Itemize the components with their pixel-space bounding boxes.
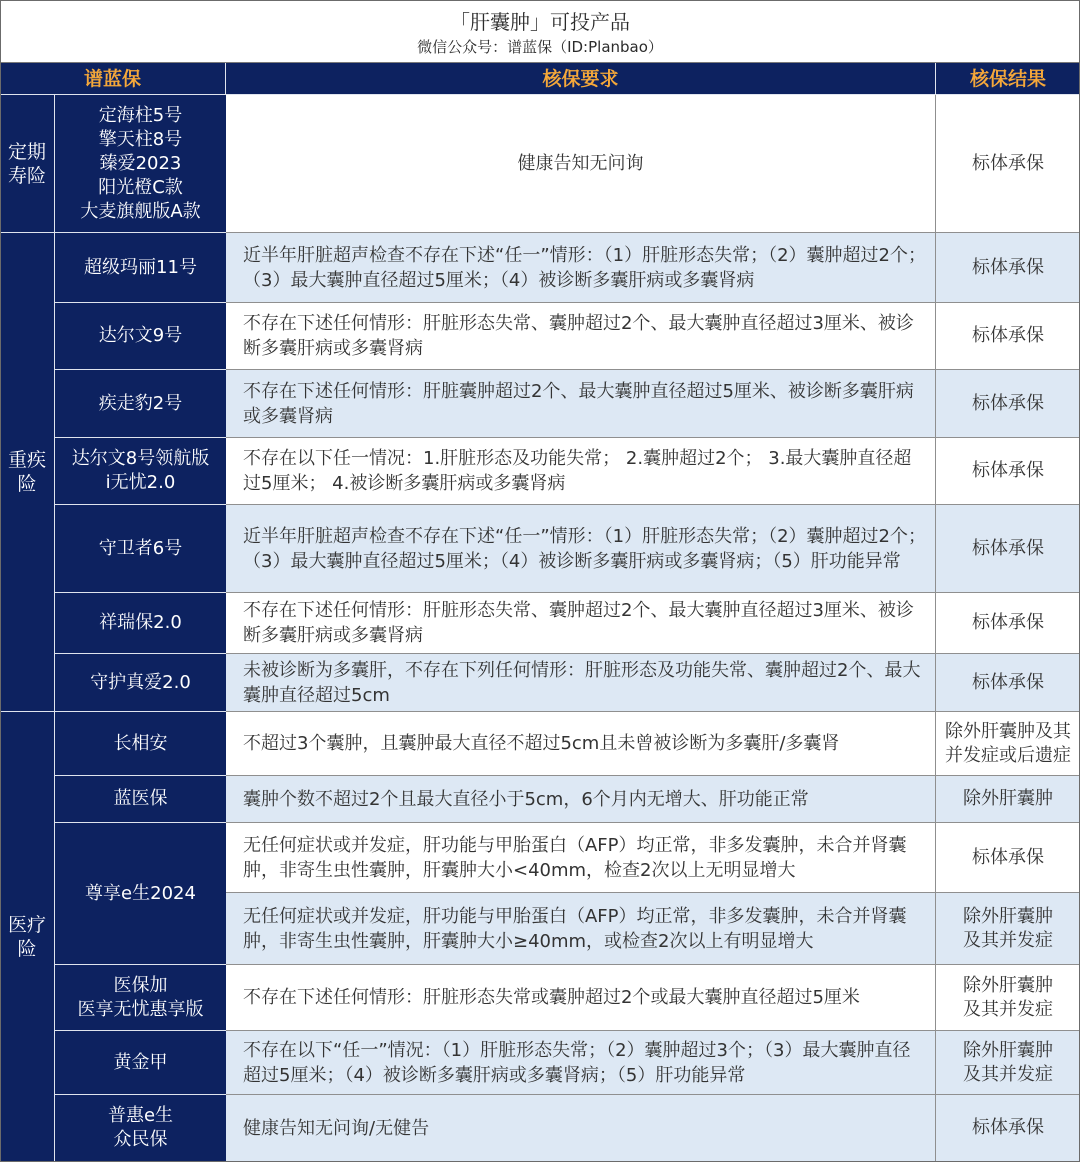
- product-cell: [55, 370, 226, 438]
- requirement-cell: [226, 95, 936, 233]
- product-cell: [55, 233, 226, 303]
- requirement-cell: [226, 776, 936, 823]
- product-name: 疾走豹2号: [98, 392, 183, 414]
- result-text: 标体承保: [972, 612, 1044, 633]
- requirement-cell: [226, 303, 936, 370]
- requirement-text: 不存在以下“任一”情况：（1）肝脏形态失常；（2）囊肿超过3个；（3）最大囊肿直径超过5厘米；（4）被诊断多囊肝病或多囊肾病；（5）肝功能异常: [243, 1039, 911, 1086]
- result-cell: [936, 95, 1080, 233]
- result-cell: [936, 823, 1080, 893]
- result-cell: [936, 965, 1080, 1031]
- requirement-cell: [226, 712, 936, 776]
- result-text: 标体承保: [972, 392, 1044, 414]
- requirement-text: 近半年肝脏超声检查不存在下述“任一”情形：（1）肝脏形态失常；（2）囊肿超过2个；（3）最大囊肿直径超过5厘米；（4）被诊断多囊肝病或多囊肾病；（5）肝功能异常: [243, 525, 927, 572]
- page-title: 「肝囊肿」可投产品: [450, 10, 630, 34]
- requirement-text: 健康告知无问询: [517, 153, 644, 174]
- product-cell: [55, 593, 226, 654]
- product-cell: [55, 1095, 226, 1162]
- product-name: 普惠e生 众民保: [107, 1105, 174, 1150]
- result-cell: [936, 438, 1080, 505]
- category-label: 重疾险: [7, 449, 46, 495]
- requirement-text: 不超过3个囊肿，且囊肿最大直径不超过5cm且未曾被诊断为多囊肝/多囊肾: [243, 733, 840, 754]
- header-requirement: 核保要求: [226, 63, 936, 95]
- category-critical-illness: [0, 233, 55, 712]
- result-cell: [936, 1031, 1080, 1095]
- result-cell: [936, 654, 1080, 712]
- result-text: 除外肝囊肿 及其并发症: [963, 974, 1053, 1020]
- result-cell: [936, 505, 1080, 593]
- product-name: 黄金甲: [113, 1051, 168, 1073]
- category-label: 定期寿险: [7, 140, 46, 187]
- requirement-text: 近半年肝脏超声检查不存在下述“任一”情形：（1）肝脏形态失常；（2）囊肿超过2个；（3）最大囊肿直径超过5厘米；（4）被诊断多囊肝病或多囊肾病: [243, 244, 927, 291]
- requirement-text: 囊肿个数不超过2个且最大直径小于5cm，6个月内无增大、肝功能正常: [243, 788, 809, 810]
- product-name: 达尔文9号: [98, 325, 183, 346]
- product-cell: [55, 95, 226, 233]
- product-cell: [55, 654, 226, 712]
- requirement-cell: [226, 1031, 936, 1095]
- result-cell: [936, 712, 1080, 776]
- result-cell: [936, 593, 1080, 654]
- title-box: [0, 0, 1080, 63]
- product-cell: [55, 823, 226, 965]
- requirement-cell: [226, 233, 936, 303]
- result-cell: [936, 303, 1080, 370]
- result-text: 标体承保: [972, 846, 1044, 868]
- result-cell: [936, 233, 1080, 303]
- requirement-cell: [226, 654, 936, 712]
- product-name: 达尔文8号领航版 i无忧2.0: [71, 448, 210, 493]
- requirement-text: 不存在下述任何情形：肝脏囊肿超过2个、最大囊肿直径超过5厘米、被诊断多囊肝病或多囊肾病: [243, 380, 914, 427]
- result-text: 标体承保: [972, 537, 1044, 559]
- requirement-text: 未被诊断为多囊肝，不存在下列任何情形：肝脏形态及功能失常、囊肿超过2个、最大囊肿直径超过5cm: [243, 659, 921, 706]
- result-text: 除外肝囊肿 及其并发症: [963, 905, 1053, 951]
- category-term-life: [0, 95, 55, 233]
- result-cell: [936, 776, 1080, 823]
- product-name: 守卫者6号: [98, 537, 183, 559]
- header-brand: 谱蓝保: [0, 63, 226, 95]
- requirement-cell: [226, 593, 936, 654]
- result-text: 除外肝囊肿及其 并发症或后遗症: [945, 720, 1071, 766]
- product-cell: [55, 712, 226, 776]
- result-text: 标体承保: [972, 325, 1044, 346]
- requirement-cell: [226, 438, 936, 505]
- requirement-cell: [226, 370, 936, 438]
- requirement-text: 无任何症状或并发症，肝功能与甲胎蛋白（AFP）均正常，非多发囊肿，未合并肾囊肿，非寄生虫性囊肿，肝囊肿大小<40mm，检查2次以上无明显增大: [243, 834, 907, 881]
- requirement-text: 不存在下述任何情形：肝脏形态失常、囊肿超过2个、最大囊肿直径超过3厘米、被诊断多囊肝病或多囊肾病: [243, 600, 914, 646]
- result-text: 除外肝囊肿 及其并发症: [963, 1039, 1053, 1085]
- product-name: 尊享e生2024: [85, 882, 196, 904]
- requirement-text: 无任何症状或并发症，肝功能与甲胎蛋白（AFP）均正常，非多发囊肿，未合并肾囊肿，非寄生虫性囊肿，肝囊肿大小≥40mm，或检查2次以上有明显增大: [243, 905, 907, 952]
- requirement-cell: [226, 505, 936, 593]
- product-name: 定海柱5号 擎天柱8号 臻爱2023 阳光橙C款 大麦旗舰版A款: [80, 104, 201, 222]
- result-cell: [936, 893, 1080, 965]
- category-medical: [0, 712, 55, 1162]
- requirement-cell: [226, 893, 936, 965]
- product-cell: [55, 1031, 226, 1095]
- product-name: 守护真爱2.0: [90, 671, 191, 693]
- product-cell: [55, 965, 226, 1031]
- product-cell: [55, 438, 226, 505]
- requirement-cell: [226, 1095, 936, 1162]
- result-cell: [936, 370, 1080, 438]
- result-cell: [936, 1095, 1080, 1162]
- product-cell: [55, 303, 226, 370]
- requirement-text: 不存在以下任一情况：1.肝脏形态及功能失常； 2.囊肿超过2个； 3.最大囊肿直径超过5厘米； 4.被诊断多囊肝病或多囊肾病: [243, 448, 912, 494]
- result-text: 标体承保: [972, 1117, 1044, 1138]
- product-name: 医保加 医享无忧惠享版: [77, 974, 204, 1020]
- requirement-text: 不存在下述任何情形：肝脏形态失常、囊肿超过2个、最大囊肿直径超过3厘米、被诊断多囊肝病或多囊肾病: [243, 313, 914, 359]
- requirement-text: 不存在下述任何情形：肝脏形态失常或囊肿超过2个或最大囊肿直径超过5厘米: [243, 987, 860, 1008]
- result-text: 除外肝囊肿: [963, 788, 1053, 809]
- product-name: 长相安: [113, 732, 168, 754]
- header-result: 核保结果: [936, 63, 1080, 95]
- result-text: 标体承保: [972, 256, 1044, 278]
- result-text: 标体承保: [972, 460, 1044, 481]
- product-name: 超级玛丽11号: [84, 256, 197, 278]
- result-text: 标体承保: [972, 152, 1044, 174]
- underwriting-table: [0, 63, 1080, 1162]
- product-cell: [55, 776, 226, 823]
- page-subtitle: 微信公众号：谱蓝保（ID:Planbao）: [417, 38, 663, 56]
- requirement-text: 健康告知无问询/无健告: [243, 1117, 430, 1139]
- category-label: 医疗险: [7, 913, 46, 960]
- product-cell: [55, 505, 226, 593]
- result-text: 标体承保: [972, 671, 1044, 693]
- product-name: 祥瑞保2.0: [99, 612, 182, 633]
- requirement-cell: [226, 823, 936, 893]
- product-name: 蓝医保: [113, 788, 168, 809]
- requirement-cell: [226, 965, 936, 1031]
